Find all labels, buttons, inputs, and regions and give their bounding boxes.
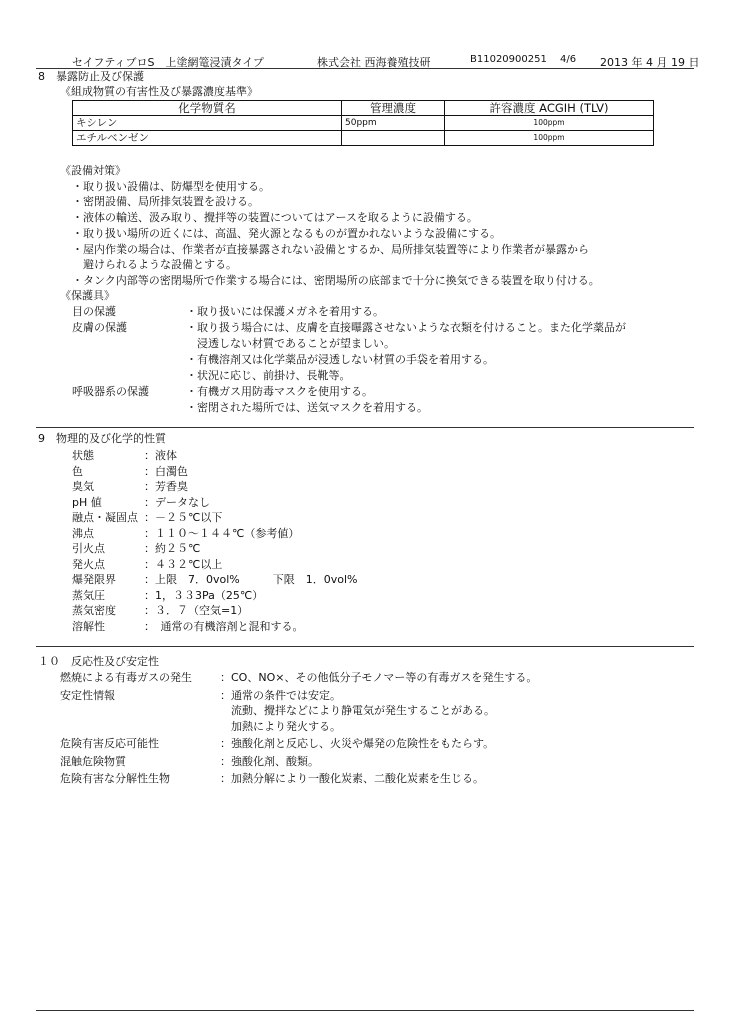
ppe-eye-label: 目の保護	[72, 305, 116, 318]
ppe-eye-text: ・取り扱いには保護メガネを着用する。	[186, 305, 384, 318]
reactivity-value: ：強酸化剤、酸類。	[220, 754, 319, 768]
ppe-skin-label: 皮膚の保護	[72, 321, 127, 334]
reactivity-value: 加熱により発火する。	[220, 719, 341, 733]
control-concentration: 50ppm	[342, 116, 445, 131]
ppe-skin-text: 浸透しない材質であることが望ましい。	[186, 337, 395, 350]
section-8-title: 8 暴露防止及び保護	[38, 70, 144, 83]
substance-name: エチルベンゼン	[73, 131, 342, 146]
property-label: pH 値	[72, 495, 102, 509]
section-10-title: １０ 反応性及び安定性	[38, 655, 159, 668]
exposure-limits-table	[72, 100, 654, 146]
equipment-item: ・屋内作業の場合は、作業者が直接暴露されない設備とするか、局所排気装置等により作業者が暴露から	[72, 243, 589, 256]
company-name: 株式会社 西海養殖技研	[317, 56, 431, 69]
product-name: セイフティブロS 上塗網篭浸漬タイプ	[72, 56, 264, 69]
property-value: ：－２５℃以下	[144, 511, 223, 524]
property-value: ：データなし	[144, 495, 210, 509]
footer-rule	[36, 1010, 694, 1011]
reactivity-label: 危険有害な分解性生物	[60, 772, 170, 785]
section-9-title: 9 物理的及び化学的性質	[38, 432, 166, 445]
property-value: ： 通常の有機溶剤と混和する。	[144, 619, 304, 633]
column-header-tlv: 許容濃度 ACGIH (TLV)	[445, 101, 654, 116]
table-row	[73, 131, 654, 146]
property-label: 沸点	[72, 526, 94, 540]
property-label: 臭気	[72, 480, 94, 493]
ppe-heading: 《保護具》	[60, 289, 115, 302]
equipment-item: ・取り扱い設備は、防爆型を使用する。	[72, 180, 270, 193]
property-label: 引火点	[72, 542, 105, 555]
section-divider	[36, 427, 694, 428]
tlv-value: 100ppm	[445, 116, 654, 131]
page-number: 4/6	[560, 54, 577, 65]
column-header-substance: 化学物質名	[73, 101, 342, 116]
document-number: B11020900251	[470, 54, 547, 65]
equipment-item: ・取り扱い場所の近くには、高温、発火源となるものが置かれないような設備にする。	[72, 227, 501, 240]
ppe-respiratory-text: ・有機ガス用防毒マスクを使用する。	[186, 385, 373, 398]
ppe-skin-text: ・状況に応じ、前掛け、長靴等。	[186, 369, 351, 382]
table-header-row	[73, 101, 654, 116]
property-label: 状態	[72, 449, 94, 462]
property-value: ：液体	[144, 449, 177, 462]
property-label: 発火点	[72, 557, 105, 571]
equipment-item: 避けられるような設備とする。	[72, 258, 237, 271]
substance-name: キシレン	[73, 116, 342, 131]
property-value: ：約２５℃	[144, 542, 201, 555]
property-value: ：白濁色	[144, 464, 188, 478]
reactivity-value: ：通常の条件では安定。	[220, 688, 341, 702]
property-value: ：１１０～１４４℃（参考値）	[144, 526, 300, 540]
ppe-skin-text: ・取り扱う場合には、皮膚を直接曝露させないような衣類を付けること。また化学薬品が	[186, 321, 626, 334]
property-value: ：上限 7．0vol% 下限 1．0vol%	[144, 573, 358, 586]
equipment-item: ・液体の輸送、汲み取り、攪拌等の装置についてはアースを取るように設備する。	[72, 211, 478, 224]
issue-date: 2013 年 4 月 19 日	[600, 56, 700, 69]
tlv-value: 100ppm	[445, 131, 654, 146]
property-label: 爆発限界	[72, 573, 116, 586]
property-value: ：４３２℃以上	[144, 557, 223, 571]
property-label: 融点・凝固点	[72, 511, 138, 524]
equipment-item: ・タンク内部等の密閉場所で作業する場合には、密閉場所の底部まで十分に換気できる装置を取り付ける。	[72, 274, 600, 287]
property-value: ：芳香臭	[144, 480, 188, 493]
reactivity-value: 流動、攪拌などにより静電気が発生することがある。	[220, 704, 495, 717]
ppe-respiratory-text: ・密閉された場所では、送気マスクを着用する。	[186, 401, 428, 414]
property-label: 溶解性	[72, 619, 105, 633]
reactivity-label: 混触危険物質	[60, 754, 126, 768]
column-header-control: 管理濃度	[342, 101, 445, 116]
ppe-respiratory-label: 呼吸器系の保護	[72, 385, 149, 398]
reactivity-label: 安定性情報	[60, 688, 115, 702]
property-label: 蒸気密度	[72, 604, 116, 617]
ppe-skin-text: ・有機溶剤又は化学薬品が浸透しない材質の手袋を着用する。	[186, 353, 494, 366]
property-label: 色	[72, 464, 83, 478]
table-row	[73, 116, 654, 131]
reactivity-value: ：CO、NO×、その他低分子モノマー等の有毒ガスを発生する。	[220, 671, 538, 684]
equipment-heading: 《設備対策》	[60, 164, 126, 177]
exposure-table-heading: 《組成物質の有害性及び暴露濃度基準》	[60, 85, 258, 98]
control-concentration	[342, 131, 445, 146]
section-divider	[36, 646, 694, 647]
equipment-item: ・密閉設備、局所排気装置を設ける。	[72, 195, 259, 208]
header-rule	[36, 68, 694, 69]
reactivity-label: 危険有害反応可能性	[60, 737, 159, 750]
reactivity-label: 燃焼による有毒ガスの発生	[60, 671, 192, 684]
reactivity-value: ：強酸化剤と反応し、火災や爆発の危険性をもたらす。	[220, 737, 495, 750]
property-label: 蒸気圧	[72, 588, 105, 602]
property-value: ：３．７（空気=1）	[144, 604, 249, 617]
property-value: ：1，３３3Pa（25℃）	[144, 588, 264, 602]
reactivity-value: ：加熱分解により一酸化炭素、二酸化炭素を生じる。	[220, 772, 484, 785]
